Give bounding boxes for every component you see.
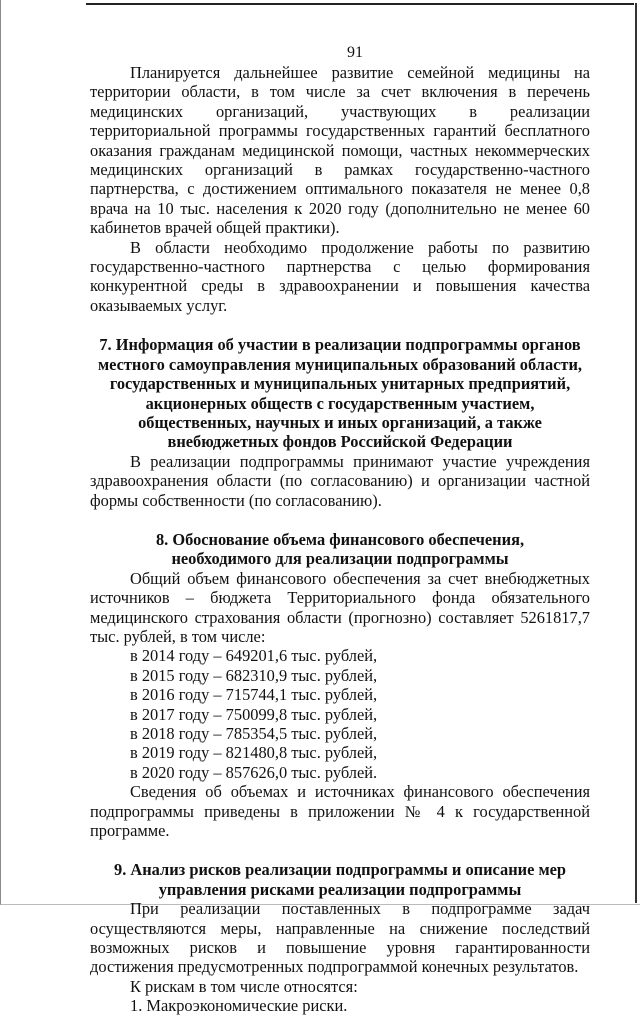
funding-list-item: в 2015 году – 682310,9 тыс. рублей,: [130, 665, 378, 685]
section-9-heading: 9. Анализ рисков реализации подпрограммы и описание мер управления рисками реализации подпрограммы: [114, 860, 567, 899]
section-8-paragraph: Общий объем финансового обеспечения за счет внебюджетных источников – бюджета Территориального фонда обязательного медицинского страхования области (прогнозно) составляет 5261817,7 тыс. рублей, в том числе:: [90, 568, 590, 646]
page-number: 91: [347, 44, 363, 61]
funding-list-item: в 2014 году – 649201,6 тыс. рублей,: [130, 646, 378, 666]
risk-list-item: 1. Макроэкономические риски.: [130, 996, 348, 1016]
section-7-paragraph: В реализации подпрограммы принимают участие учреждения здравоохранения области (по согласованию) и организации частной формы собственности (по согласованию).: [90, 451, 590, 510]
section-spacer: [90, 315, 590, 335]
document-page: [90, 43, 590, 1016]
funding-list-item: в 2019 году – 821480,8 тыс. рублей,: [130, 743, 378, 763]
paragraph-family-medicine: Планируется дальнейшее развитие семейной медицины на территории области, в том числе за счет включения в перечень медицинских организаций, участвующих в реализации территориальной программы государственных гарантий бесплатного оказания гражданам медицинской помощи, частных некоммерческих медицинских организаций в рамках государственно-частного партнерства, с достижением оптимального показателя не менее 0,8 врача на 10 тыс. населения к 2020 году (дополнительно не менее 60 кабинетов врачей общей практики).: [90, 63, 590, 238]
scan-edge-top: [86, 3, 634, 5]
section-9-paragraph: При реализации поставленных в подпрограмме задач осуществляются меры, направленные на снижение последствий возможных рисков и повышение уровня гарантированности достижения предусмотренных подпрограммой конечных результатов.: [90, 899, 590, 977]
section-spacer: [90, 840, 590, 860]
section-8-heading: 8. Обоснование объема финансового обеспечения, необходимого для реализации подпрограммы: [155, 529, 525, 569]
paragraph-public-private-partnership: В области необходимо продолжение работы по развитию государственно-частного партнерства с целью формирования конкурентной среды в здравоохранении и повышения качества оказываемых услуг.: [90, 237, 590, 315]
funding-list-item: в 2018 году – 785354,5 тыс. рублей,: [130, 724, 378, 743]
section-spacer: [90, 510, 590, 530]
scan-edge-right: [635, 3, 637, 903]
funding-list-item: в 2016 году – 715744,1 тыс. рублей,: [130, 685, 378, 705]
funding-list-item: в 2020 году – 857626,0 тыс. рублей.: [130, 762, 378, 782]
funding-list: [90, 646, 590, 782]
funding-list-item: в 2017 году – 750099,8 тыс. рублей,: [130, 704, 378, 724]
section-7-heading: 7. Информация об участии в реализации подпрограммы органов местного самоуправления муниципальных образований области, государственных и муниципальных унитарных предприятий, акционерных обществ с государственным участием, общественных, научных и иных организаций, а также внебюджетных фондов Российской Федерации: [97, 335, 583, 452]
section-8-closing-paragraph: Сведения об объемах и источниках финансового обеспечения подпрограммы приведены в приложении № 4 к государственной программе.: [90, 782, 590, 841]
risks-intro: К рискам в том числе относятся:: [130, 976, 358, 996]
